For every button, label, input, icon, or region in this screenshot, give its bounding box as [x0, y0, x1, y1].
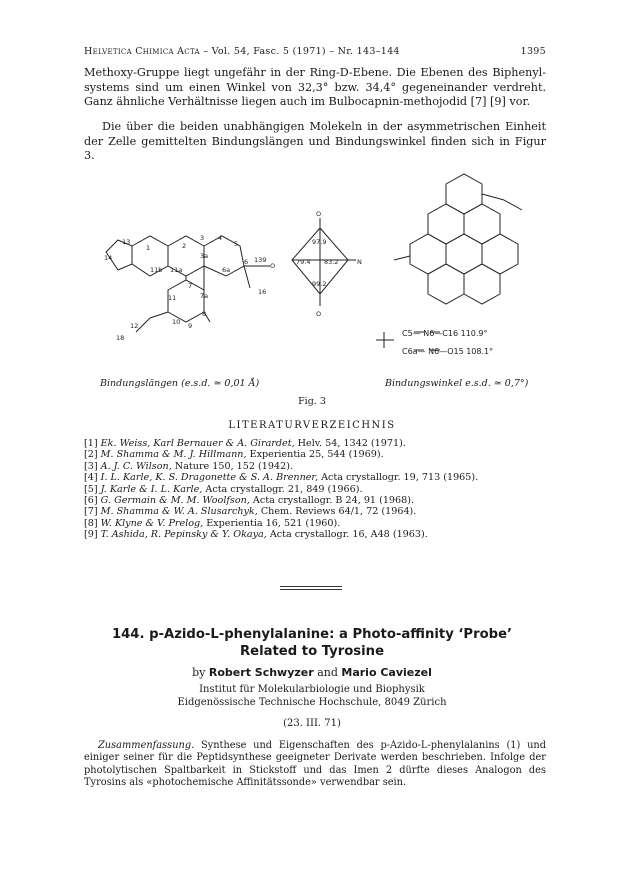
- page-number: 1395: [520, 46, 546, 57]
- atom-label-4: 4: [218, 234, 223, 242]
- journal-issue: – Vol. 54, Fasc. 5 (1971) – Nr. 143–144: [203, 46, 400, 57]
- atom-label-13: 13: [122, 238, 131, 246]
- reference-item: [5] J. Karle & I. L. Karle, Acta crystallogr. 21, 849 (1966).: [84, 483, 363, 495]
- atom-label-5: 5: [234, 240, 239, 248]
- author-2: Mario Caviezel: [341, 666, 432, 679]
- atom-label-2: 2: [182, 242, 187, 250]
- atom-label-7a: 7a: [200, 292, 209, 300]
- atom-label-o-top: O: [316, 210, 322, 218]
- byline-by: by: [192, 666, 206, 679]
- figure-3: [84, 160, 546, 412]
- abstract-label: Zusammenfassung.: [98, 740, 195, 751]
- bond-label-979: 97.9: [312, 238, 327, 246]
- atom-label-1: 1: [146, 244, 151, 252]
- caption-bond-lengths: Bindungslängen (e.s.d. ≃ 0,01 Å): [100, 378, 260, 389]
- bond-label-139: 139: [254, 256, 267, 264]
- atom-label-12: 12: [130, 322, 139, 330]
- body-paragraph-1: Methoxy-Gruppe liegt ungefähr in der Ring-D-Ebene. Die Ebenen des Biphenyl-systems sind um einen Winkel von 32,3° bzw. 34,4° gegeneinander verdreht. Ganz ähnliche Verhältnisse liegen auch im Bulbocapnin-methojodid [7] [9] vor.: [84, 66, 546, 109]
- section-divider: [280, 586, 342, 587]
- institution: [0, 684, 624, 709]
- byline-and: and: [317, 666, 338, 679]
- atom-label-3: 3: [200, 234, 205, 242]
- atom-label-8: 8: [202, 310, 207, 318]
- atom-label-6a: 6a: [222, 266, 231, 274]
- references-list: [84, 438, 554, 541]
- institution-line-2: Eidgenössische Technische Hochschule, 8049 Zürich: [177, 696, 447, 708]
- reference-item: [8] W. Klyne & V. Prelog, Experientia 16, 521 (1960).: [84, 517, 341, 529]
- byline: [0, 666, 624, 679]
- atom-label-14: 14: [104, 254, 113, 262]
- atom-label-n: N: [357, 258, 362, 266]
- caption-bond-angles: Bindungswinkel e.s.d. ≃ 0,7°): [385, 378, 529, 389]
- atom-label-18: 18: [116, 334, 125, 342]
- atom-label-11b: 11b: [150, 266, 163, 274]
- section-divider-2: [280, 589, 342, 590]
- atom-label-o: O: [270, 262, 276, 270]
- reference-item: [6] G. Germain & M. M. Woolfson, Acta crystallogr. B 24, 91 (1968).: [84, 495, 415, 507]
- running-header: [84, 46, 546, 57]
- abstract: [84, 740, 546, 790]
- legend-angle-2: C6a— N6—O15 108.1°: [402, 347, 494, 356]
- body-paragraph-2: Die über die beiden unabhängigen Molekeln in der asymmetrischen Einheit der Zelle gemittelten Bindungslängen und Bindungswinkel finden sich in Figur 3.: [84, 120, 546, 163]
- reference-item: [1] Ek. Weiss, Karl Bernauer & A. Girardet, Helv. 54, 1342 (1971).: [84, 438, 406, 449]
- atom-label-10: 10: [172, 318, 181, 326]
- article-title: [60, 626, 564, 660]
- atom-label-11: 11: [168, 294, 177, 302]
- article-title-line-2: Related to Tyrosine: [239, 644, 385, 659]
- legend-angle-1: C5— N6—C16 110.9°: [402, 329, 488, 338]
- atom-label-6: 6: [244, 258, 249, 266]
- molecular-structure-diagram: [84, 160, 546, 412]
- atom-label-o-bottom: O: [316, 310, 322, 318]
- abstract-text: Synthese und Eigenschaften des p-Azido-L-phenylalanins (1) und einiger seiner für die Peptidsynthese geeigneter Derivate werden beschrieben. Infolge der photolytischen Spaltbarkeit in Stickstoff und das Imen 2 dürfte dieses Analogon des Tyrosins als «photochemische Affinitätssonde» verwendbar sein.: [84, 740, 546, 789]
- journal-name: Helvetica Chimica Acta: [84, 46, 200, 57]
- references-title: LITERATURVERZEICHNIS: [228, 420, 396, 431]
- ring-top-right: [446, 174, 482, 214]
- author-1: Robert Schwyzer: [208, 666, 314, 679]
- reference-item: [2] M. Shamma & M. J. Hillmann, Experientia 25, 544 (1969).: [84, 449, 384, 461]
- institution-line-1: Institut für Molekularbiologie und Biophysik: [199, 684, 425, 695]
- bond-label-832: 83.2: [324, 258, 339, 266]
- atom-label-9: 9: [188, 322, 193, 330]
- figure-label: Fig. 3: [298, 396, 326, 407]
- bond-label-992: 99.2: [312, 280, 327, 288]
- atom-label-11a: 11a: [170, 266, 183, 274]
- received-date: (23. III. 71): [283, 718, 341, 729]
- reference-item: [4] I. L. Karle, K. S. Dragonette & S. A. Brenner, Acta crystallogr. 19, 713 (1965).: [84, 472, 479, 484]
- reference-item: [9] T. Ashida, R. Pepinsky & Y. Okaya, Acta crystallogr. 16, A48 (1963).: [84, 529, 428, 541]
- atom-label-3a: 3a: [200, 252, 209, 260]
- article-title-line-1: 144. p-Azido-L-phenylalanine: a Photo-affinity ‘Probe’: [111, 627, 513, 642]
- reference-item: [3] A. J. C. Wilson, Nature 150, 152 (1942).: [84, 460, 293, 472]
- atom-label-7: 7: [188, 282, 193, 290]
- atom-label-16: 16: [258, 288, 267, 296]
- reference-item: [7] M. Shamma & W. A. Slusarchyk, Chem. Reviews 64/1, 72 (1964).: [84, 506, 417, 518]
- bond-label-794: 79.4: [296, 258, 311, 266]
